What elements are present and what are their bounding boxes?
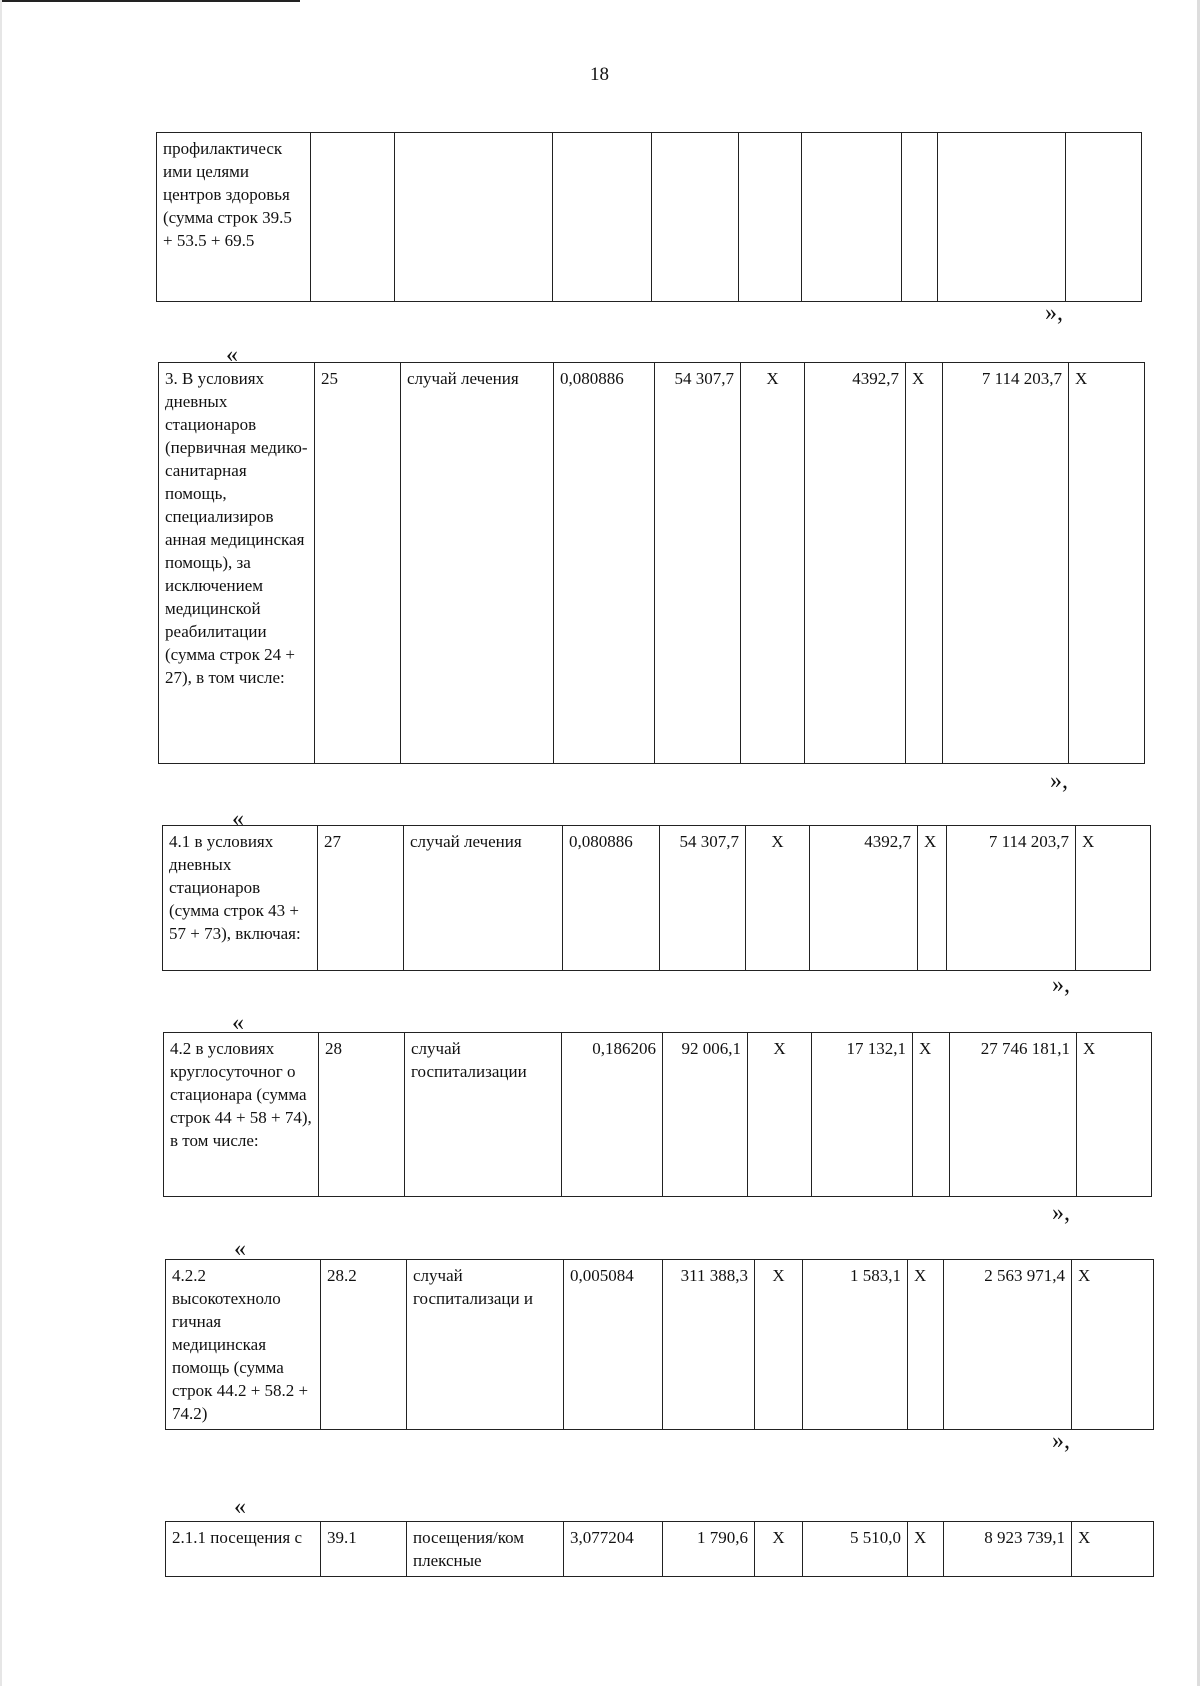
- table-row: [159, 363, 1145, 764]
- cell-x: Х: [908, 1260, 944, 1430]
- cell-total: 7 114 203,7: [947, 826, 1076, 971]
- cell-description: 3. В условиях дневных стационаров (первичная медико-санитарная помощь, специализиров анная медицинская помощь), за исключением медицинской реабилитации (сумма строк 24 + 27), в том числе:: [159, 363, 315, 764]
- cell-per-capita: 4392,7: [805, 363, 906, 764]
- cell-x: Х: [755, 1260, 803, 1430]
- cell-cost: 54 307,7: [655, 363, 741, 764]
- cell-volume: 3,077204: [564, 1522, 663, 1577]
- cell-cost: 311 388,3: [663, 1260, 755, 1430]
- closing-quote: »,: [1052, 1428, 1070, 1454]
- cell-per-capita: 1 583,1: [803, 1260, 908, 1430]
- cell-cost: 54 307,7: [660, 826, 746, 971]
- cell-total: 2 563 971,4: [944, 1260, 1072, 1430]
- cell-description: профилактическ ими целями центров здоровья (сумма строк 39.5 + 53.5 + 69.5: [157, 133, 311, 302]
- cell-total: 8 923 739,1: [944, 1522, 1072, 1577]
- cell-row-number: 28.2: [321, 1260, 407, 1430]
- cell-row-number: 28: [319, 1033, 405, 1197]
- opening-quote: «: [232, 806, 244, 832]
- cell-x: Х: [1072, 1522, 1154, 1577]
- cell-volume: 0,080886: [554, 363, 655, 764]
- opening-quote: «: [226, 342, 238, 368]
- cell-row-number: 25: [315, 363, 401, 764]
- cell-x: Х: [746, 826, 810, 971]
- top-rule: [0, 0, 300, 2]
- cell-total: 27 746 181,1: [950, 1033, 1077, 1197]
- cell-per-capita: 5 510,0: [803, 1522, 908, 1577]
- cell-x: [1066, 133, 1142, 302]
- cell-total: [938, 133, 1066, 302]
- table-fragment-6: [165, 1521, 1154, 1577]
- closing-quote: »,: [1052, 972, 1070, 998]
- table-row: [157, 133, 1142, 302]
- table-row: [164, 1033, 1152, 1197]
- cell-row-number: [311, 133, 395, 302]
- closing-quote: »,: [1050, 768, 1068, 794]
- cell-x: Х: [1077, 1033, 1152, 1197]
- cell-x: [739, 133, 802, 302]
- cell-x: Х: [1076, 826, 1151, 971]
- closing-quote: »,: [1045, 300, 1063, 326]
- cell-unit: случай госпитализации: [405, 1033, 562, 1197]
- cell-volume: 0,186206: [562, 1033, 663, 1197]
- cell-x: Х: [918, 826, 947, 971]
- cell-cost: 1 790,6: [663, 1522, 755, 1577]
- cell-per-capita: [802, 133, 902, 302]
- cell-description: 4.2 в условиях круглосуточног о стационара (сумма строк 44 + 58 + 74), в том числе:: [164, 1033, 319, 1197]
- cell-volume: [553, 133, 652, 302]
- cell-cost: 92 006,1: [663, 1033, 748, 1197]
- table-fragment-3: [162, 825, 1151, 971]
- cell-unit: случай лечения: [404, 826, 563, 971]
- cell-x: Х: [748, 1033, 812, 1197]
- cell-volume: 0,005084: [564, 1260, 663, 1430]
- cell-x: Х: [913, 1033, 950, 1197]
- table-row: [166, 1260, 1154, 1430]
- cell-x: Х: [908, 1522, 944, 1577]
- table-row: [163, 826, 1151, 971]
- cell-cost: [652, 133, 739, 302]
- table-fragment-2: [158, 362, 1145, 764]
- cell-per-capita: 4392,7: [810, 826, 918, 971]
- cell-x: [902, 133, 938, 302]
- cell-x: Х: [1069, 363, 1145, 764]
- cell-description: 4.1 в условиях дневных стационаров (сумма строк 43 + 57 + 73), включая:: [163, 826, 318, 971]
- cell-x: Х: [906, 363, 943, 764]
- cell-per-capita: 17 132,1: [812, 1033, 913, 1197]
- cell-unit: случай лечения: [401, 363, 554, 764]
- opening-quote: «: [234, 1494, 246, 1520]
- cell-unit: случай госпитализаци и: [407, 1260, 564, 1430]
- cell-description: 2.1.1 посещения с: [166, 1522, 321, 1577]
- cell-unit: посещения/ком плексные: [407, 1522, 564, 1577]
- cell-unit: [395, 133, 553, 302]
- page-number: 18: [590, 64, 609, 85]
- opening-quote: «: [234, 1236, 246, 1262]
- cell-x: Х: [755, 1522, 803, 1577]
- scan-left-edge: [0, 0, 2, 1686]
- cell-x: Х: [741, 363, 805, 764]
- table-fragment-1: [156, 132, 1142, 302]
- cell-volume: 0,080886: [563, 826, 660, 971]
- table-row: [166, 1522, 1154, 1577]
- cell-x: Х: [1072, 1260, 1154, 1430]
- table-fragment-5: [165, 1259, 1154, 1430]
- cell-total: 7 114 203,7: [943, 363, 1069, 764]
- cell-description: 4.2.2 высокотехноло гичная медицинская помощь (сумма строк 44.2 + 58.2 + 74.2): [166, 1260, 321, 1430]
- closing-quote: »,: [1052, 1200, 1070, 1226]
- cell-row-number: 27: [318, 826, 404, 971]
- cell-row-number: 39.1: [321, 1522, 407, 1577]
- opening-quote: «: [232, 1010, 244, 1036]
- table-fragment-4: [163, 1032, 1152, 1197]
